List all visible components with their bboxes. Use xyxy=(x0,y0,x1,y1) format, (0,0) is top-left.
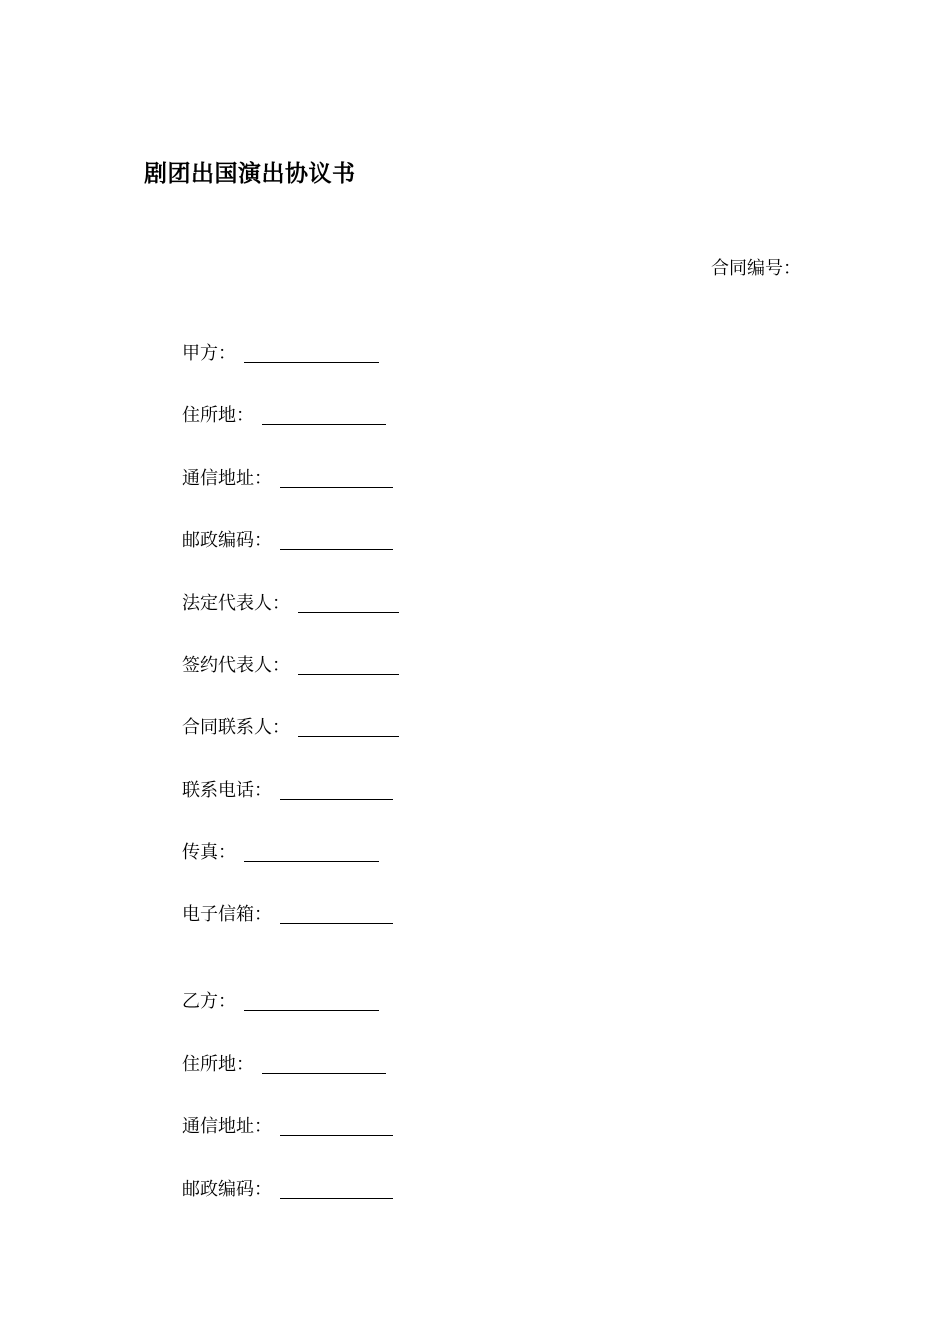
party-b-mailing-address-field xyxy=(182,1113,393,1139)
field-colon: ： xyxy=(236,1054,254,1075)
field-label: 合同联系人 xyxy=(182,717,272,738)
field-label: 法定代表人 xyxy=(182,593,272,614)
party-a-fax-blank[interactable] xyxy=(244,861,379,862)
field-label: 住所地 xyxy=(182,405,236,426)
party-a-mailing-address-blank[interactable] xyxy=(280,487,393,488)
field-colon: ： xyxy=(236,405,254,426)
field-colon: ： xyxy=(254,468,272,489)
field-label: 通信地址 xyxy=(182,468,254,489)
party-a-signing-representative-blank[interactable] xyxy=(298,674,399,675)
field-colon: ： xyxy=(272,717,290,738)
field-label: 联系电话 xyxy=(182,780,254,801)
field-colon: ： xyxy=(272,655,290,676)
party-b-domicile-field xyxy=(182,1051,386,1077)
party-a-name-field xyxy=(182,340,379,366)
party-a-legal-representative-field xyxy=(182,590,399,616)
party-b-name-blank[interactable] xyxy=(244,1010,379,1011)
field-label: 传真 xyxy=(182,842,218,863)
party-b-postal-code-field xyxy=(182,1176,393,1202)
party-a-email-field xyxy=(182,901,393,927)
party-a-phone-field xyxy=(182,777,393,803)
field-colon: ： xyxy=(254,1116,272,1137)
party-a-phone-blank[interactable] xyxy=(280,799,393,800)
party-a-name-blank[interactable] xyxy=(244,362,379,363)
field-colon: ： xyxy=(218,343,236,364)
field-label: 签约代表人 xyxy=(182,655,272,676)
party-a-contract-contact-blank[interactable] xyxy=(298,736,399,737)
party-a-contract-contact-field xyxy=(182,714,399,740)
field-label: 甲方 xyxy=(182,343,218,364)
party-b-name-field xyxy=(182,988,379,1014)
field-colon: ： xyxy=(254,1179,272,1200)
field-colon: ： xyxy=(272,593,290,614)
party-a-legal-representative-blank[interactable] xyxy=(298,612,399,613)
party-b-domicile-blank[interactable] xyxy=(262,1073,386,1074)
party-a-postal-code-blank[interactable] xyxy=(280,549,393,550)
field-label: 邮政编码 xyxy=(182,530,254,551)
field-colon: ： xyxy=(218,842,236,863)
party-b-postal-code-blank[interactable] xyxy=(280,1198,393,1199)
field-colon: ： xyxy=(254,904,272,925)
field-colon: ： xyxy=(254,780,272,801)
party-a-postal-code-field xyxy=(182,527,393,553)
party-a-fax-field xyxy=(182,839,379,865)
party-b-mailing-address-blank[interactable] xyxy=(280,1135,393,1136)
party-a-signing-representative-field xyxy=(182,652,399,678)
field-label: 邮政编码 xyxy=(182,1179,254,1200)
document-title: 剧团出国演出协议书 xyxy=(144,161,356,187)
party-a-domicile-field xyxy=(182,402,386,428)
party-a-email-blank[interactable] xyxy=(280,923,393,924)
field-label: 住所地 xyxy=(182,1054,236,1075)
field-label: 乙方 xyxy=(182,991,218,1012)
field-label: 电子信箱 xyxy=(182,904,254,925)
field-colon: ： xyxy=(254,530,272,551)
party-a-domicile-blank[interactable] xyxy=(262,424,386,425)
contract-number-label: 合同编号： xyxy=(711,258,801,279)
party-a-mailing-address-field xyxy=(182,465,393,491)
field-label: 通信地址 xyxy=(182,1116,254,1137)
field-colon: ： xyxy=(218,991,236,1012)
